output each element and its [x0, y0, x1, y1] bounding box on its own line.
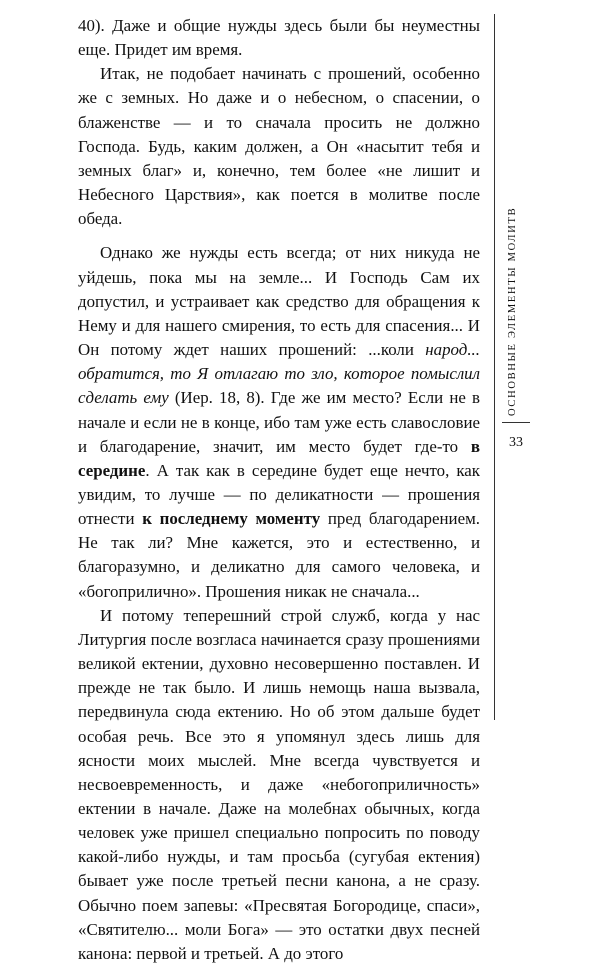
running-head-rule — [502, 422, 530, 423]
paragraph-3-part-d: пред благодарением. Не так ли? Мне кажется, это и естественно, и благоразумно, и деликатно для самого человека, и «богоприлично». Прошения никак не сначала... — [78, 509, 480, 601]
paragraph-3-part-c: . А так как в середине будет еще нечто, как увидим, то лучше — по деликатности — прошения отнести — [78, 460, 480, 529]
paragraph-4: И потому теперешний строй служб, когда у нас Литургия после возгласа начинается сразу прошениями великой ектении, духовно несовершенно поставлен. И прежде не так было. И лишь немощь наша вызвала, передвинула сюда ектению. Но об этом дальше будет особая речь. Все это я упомянул здесь лишь для ясности моих мыслей. Мне всегда чувствуется и несвоевременность, и даже «небогоприличность» ектении в начале. Даже на молебнах обычных, когда человек уже пришел специально попросить по поводу какой-либо нужды, и там просьба (сугубая ектения) бывает уже после третьей песни канона, а не сразу. Обычно поем запевы: «Пресвятая Богородице, спаси», «Святителю... моли Бога» — это остатки двух песней канона: первой и третьей. А до этого — [78, 605, 480, 963]
body-text — [78, 14, 480, 966]
paragraph-1: 40). Даже и общие нужды здесь были бы неуместны еще. Придет им время. — [78, 16, 480, 60]
emphasis-middle: в середине — [78, 436, 480, 480]
page-number: 33 — [509, 435, 523, 450]
margin-divider — [494, 14, 495, 720]
paragraph-3-part-a: Однако же нужды есть всегда; от них никуда не уйдешь, пока мы на земле... И Господь Сам их допустил, и устраивает как средство для обращения к Нему и для нашего смирения, то есть для спасения... И Он потому ждет наших прошений: ...коли — [78, 243, 480, 360]
paragraph-3-part-b: (Иер. 18, 8). Где же им место? Если не в начале и если не в конце, ибо там уже есть славословие и благодарение, значит, им место будет где-то — [78, 388, 480, 456]
paragraph-3 — [78, 241, 480, 603]
scripture-quote: народ... обратится, то Я отлагаю то зло, которое помыслил сделать ему — [78, 340, 480, 408]
emphasis-last-moment: к последнему моменту — [142, 509, 321, 529]
running-head: ОСНОВНЫЕ ЭЛЕМЕНТЫ МОЛИТВ — [507, 206, 518, 416]
paragraph-2: Итак, не подобает начинать с прошений, особенно же с земных. Но даже и о небесном, о спасении, о блаженстве — и то сначала просить не должно Господа. Будь, каким должен, а Он «насытит тебя и земных благ» и, конечно, тем более «не лишит и Небесного Царствия», как поется в молитве после обеда. — [78, 64, 480, 229]
